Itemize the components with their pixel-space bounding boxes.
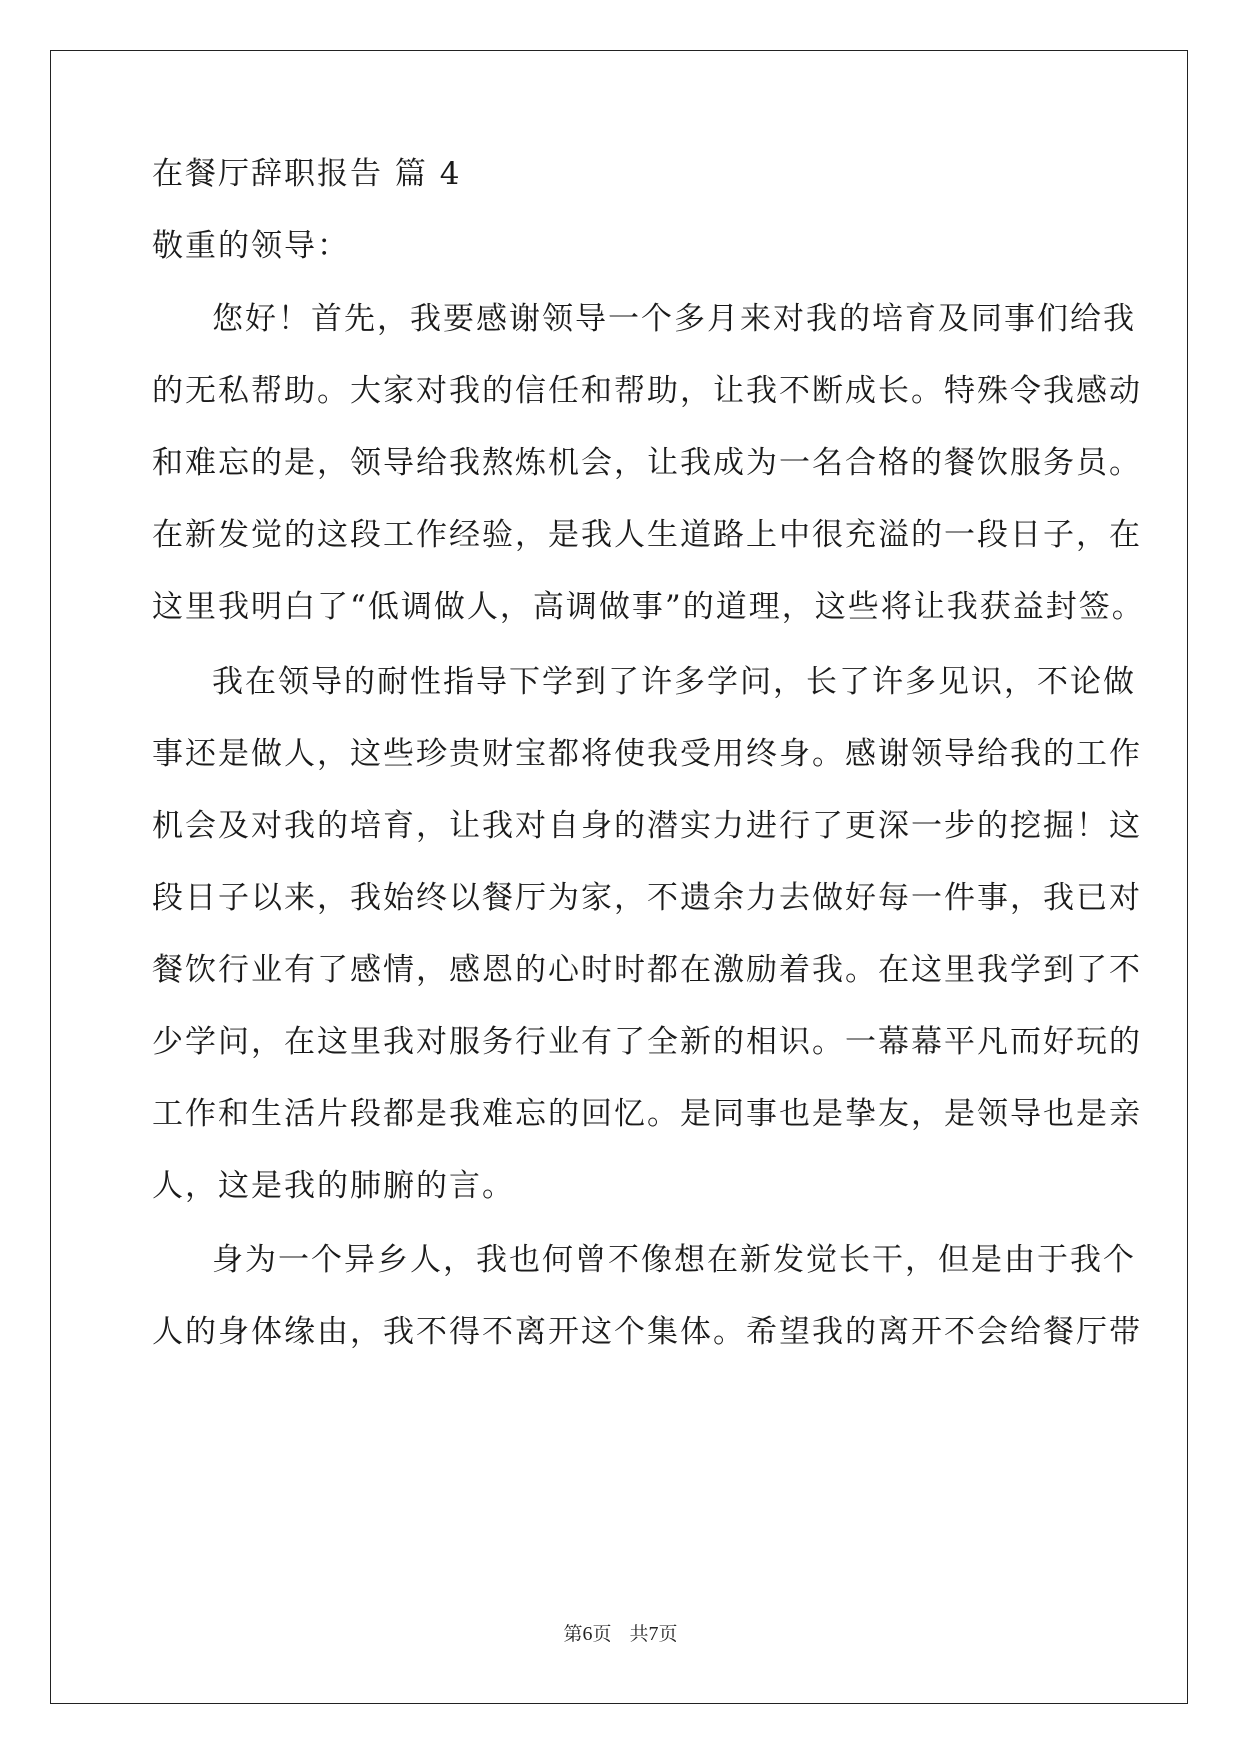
footer-page-prefix: 第 — [563, 1623, 583, 1645]
paragraph-2-line-6: 少学问，在这里我对服务行业有了全新的相识。一幕幕平凡而好玩的 — [152, 1024, 1142, 1060]
paragraph-3-line-2: 人的身体缘由，我不得不离开这个集体。希望我的离开不会给餐厅带 — [152, 1314, 1142, 1350]
footer-total-suffix: 页 — [658, 1623, 678, 1645]
footer-page-current: 6 — [582, 1623, 593, 1645]
paragraph-1-line-1: 您好！首先，我要感谢领导一个多月来对我的培育及同事们给我 — [212, 301, 1136, 337]
footer-page-suffix: 页 — [592, 1623, 612, 1645]
document-title: 在餐厅辞职报告 篇 4 — [152, 156, 462, 192]
page-footer — [0, 1622, 1241, 1646]
paragraph-3-line-1: 身为一个异乡人，我也何曾不像想在新发觉长干，但是由于我个 — [212, 1242, 1136, 1278]
footer-total-prefix: 共 — [629, 1623, 649, 1645]
paragraph-1-line-3: 和难忘的是，领导给我熬炼机会，让我成为一名合格的餐饮服务员。 — [152, 445, 1142, 481]
paragraph-2-line-3: 机会及对我的培育，让我对自身的潜实力进行了更深一步的挖掘！这 — [152, 808, 1142, 844]
paragraph-1-line-5: 这里我明白了“低调做人，高调做事”的道理，这些将让我获益封签。 — [152, 589, 1145, 625]
paragraph-2-line-2: 事还是做人，这些珍贵财宝都将使我受用终身。感谢领导给我的工作 — [152, 736, 1142, 772]
paragraph-1-line-4: 在新发觉的这段工作经验，是我人生道路上中很充溢的一段日子，在 — [152, 517, 1142, 553]
paragraph-2-line-5: 餐饮行业有了感情，感恩的心时时都在激励着我。在这里我学到了不 — [152, 952, 1142, 988]
paragraph-2-line-7: 工作和生活片段都是我难忘的回忆。是同事也是挚友，是领导也是亲 — [152, 1096, 1142, 1132]
paragraph-2-line-8: 人，这是我的肺腑的言。 — [152, 1168, 515, 1204]
salutation: 敬重的领导： — [152, 228, 350, 264]
paragraph-1-line-2: 的无私帮助。大家对我的信任和帮助，让我不断成长。特殊令我感动 — [152, 373, 1142, 409]
paragraph-2-line-1: 我在领导的耐性指导下学到了许多学问，长了许多见识，不论做 — [212, 664, 1136, 700]
footer-page-total: 7 — [648, 1623, 659, 1645]
paragraph-2-line-4: 段日子以来，我始终以餐厅为家，不遗余力去做好每一件事，我已对 — [152, 880, 1142, 916]
